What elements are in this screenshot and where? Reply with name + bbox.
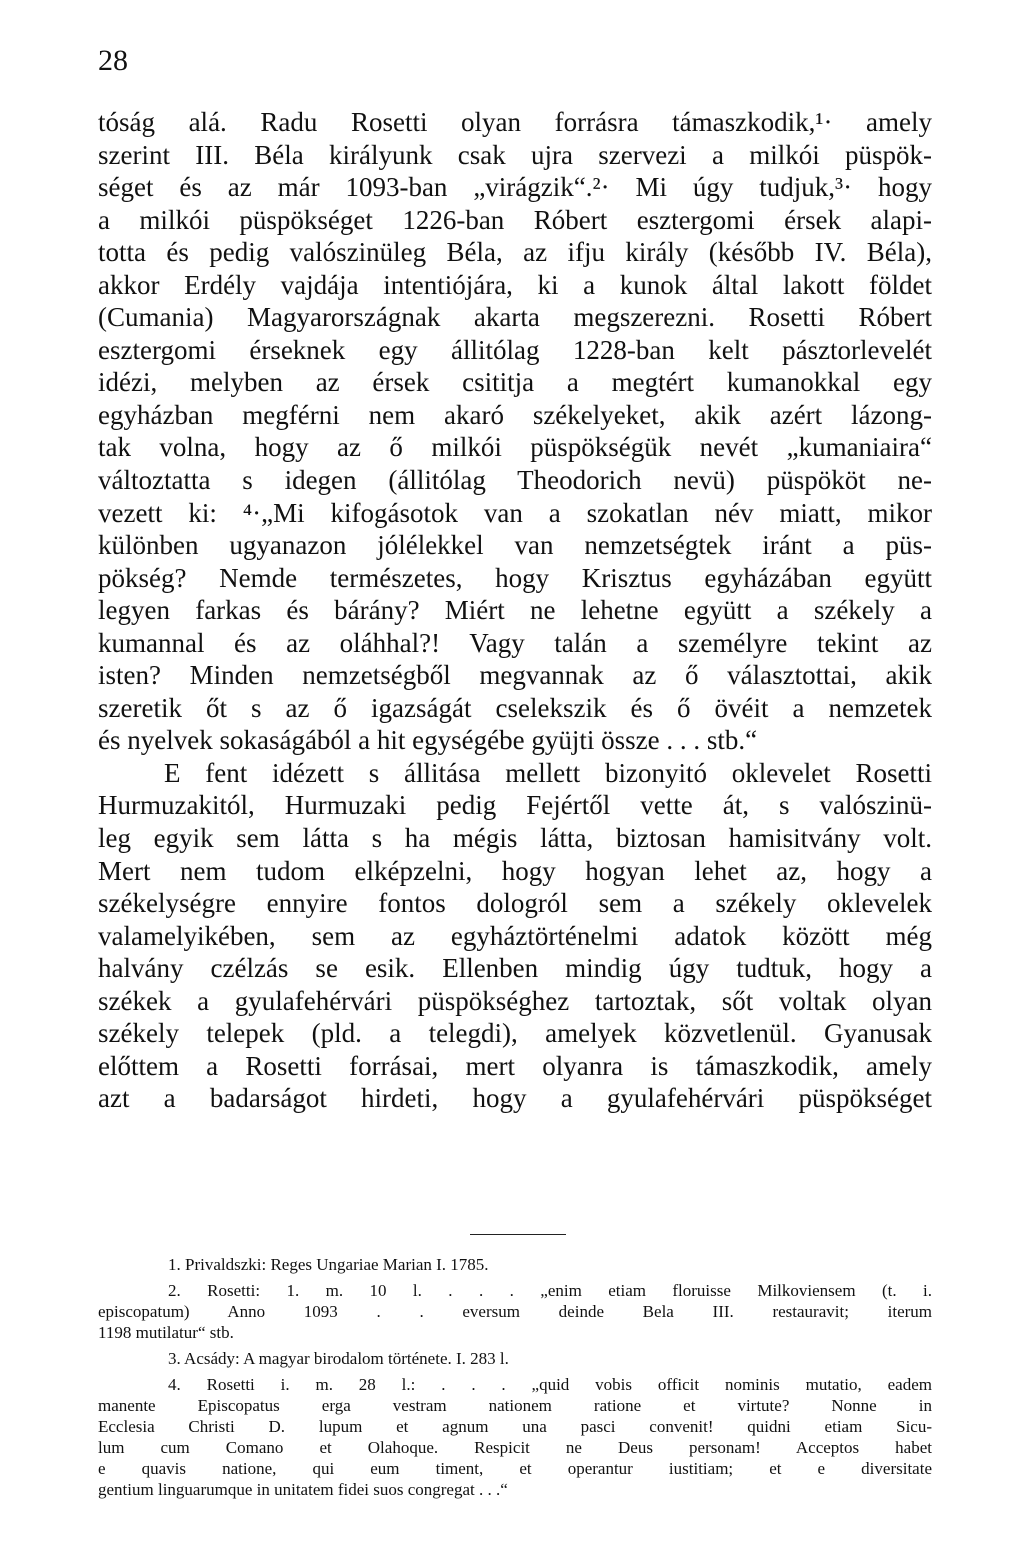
text-line: valamelyikében, sem az egyháztörténelmi adatok között még [98, 920, 932, 951]
text-line: változtatta s idegen (állitólag Theodorich nevü) püspököt ne- [98, 465, 932, 496]
text-line: székely telepek (pld. a telegdi), amelyek közvetlenül. Gyanusak [98, 1018, 932, 1049]
text-line: különben ugyanazon jólélekkel van nemzetségtek iránt a püs- [98, 530, 932, 561]
text-line: szerint III. Béla királyunk csak ujra szervezi a milkói püspök- [98, 139, 932, 170]
text-line: azt a badarságot hirdeti, hogy a gyulafehérvári püspökséget [98, 1083, 932, 1114]
footnote-3: 3. Acsády: A magyar birodalom története. I. 283 l. [168, 1349, 509, 1368]
text-line: székelységre ennyire fontos dologról sem a székely oklevelek [98, 888, 932, 919]
text-line: séget és az már 1093-ban „virágzik“.²· Mi úgy tudjuk,³· hogy [98, 172, 932, 203]
text-line: pökség? Nemde természetes, hogy Krisztus egyházában együtt [98, 562, 932, 593]
page-number: 28 [98, 44, 128, 77]
text-line: egyházban megférni nem akaró székelyeket, akik azért lázong- [98, 399, 932, 430]
footnote-line: lum cum Comano et Olahoque. Respicit ne Deus personam! Acceptos habet [98, 1438, 932, 1457]
text-line: tak volna, hogy az ő milkói püspökségük nevét „kumaniaira“ [98, 432, 932, 463]
body-text [98, 106, 932, 1115]
text-line: esztergomi érseknek egy állitólag 1228-ban kelt pásztorlevelét [98, 334, 932, 365]
text-line: a milkói püspökséget 1226-ban Róbert esztergomi érsek alapi- [98, 204, 932, 235]
footnote-4: 4. Rosetti i. m. 28 l.: . . . „quid vobis officit nominis mutatio, eadem [168, 1375, 932, 1394]
text-line: legyen farkas és bárány? Miért ne lehetne együtt a székely a [98, 595, 932, 626]
text-line: tóság alá. Radu Rosetti olyan forrásra támaszkodik,¹· amely [98, 107, 932, 137]
footnote-line: gentium linguarumque in unitatem fidei suos congregat . . .“ [98, 1480, 508, 1499]
text-line: szeretik őt s az ő igazságát cselekszik és ő övéit a nemzetek [98, 692, 932, 723]
text-line: Hurmuzakitól, Hurmuzaki pedig Fejértől vette át, s valószinü- [98, 790, 932, 821]
footnote-separator [470, 1234, 566, 1235]
text-line: Mert nem tudom elképzelni, hogy hogyan lehet az, hogy a [98, 855, 932, 886]
text-line: isten? Minden nemzetségből megvannak az ő választottai, akik [98, 660, 932, 691]
text-line: leg egyik sem látta s ha mégis látta, biztosan hamisitvány volt. [98, 823, 932, 854]
footnote-line: 1198 mutilatur“ stb. [98, 1323, 234, 1342]
text-line: akkor Erdély vajdája intentiójára, ki a kunok által lakott földet [98, 269, 932, 300]
text-line: előttem a Rosetti forrásai, mert olyanra is támaszkodik, amely [98, 1050, 932, 1081]
text-line: vezett ki: ⁴·„Mi kifogásotok van a szokatlan név miatt, mikor [98, 497, 932, 528]
footnote-2: 2. Rosetti: 1. m. 10 l. . . . „enim etiam floruisse Milkoviensem (t. i. [168, 1281, 932, 1300]
footnote-line: Ecclesia Christi D. lupum et agnum una pasci convenit! quidni etiam Sicu- [98, 1417, 932, 1436]
text-line: székek a gyulafehérvári püspökséghez tartoztak, sőt voltak olyan [98, 985, 932, 1016]
text-line: kumannal és az oláhhal?! Vagy talán a személyre tekint az [98, 627, 932, 658]
text-line: totta és pedig valószinüleg Béla, az ifju király (később IV. Béla), [98, 237, 932, 268]
footnote-line: manente Episcopatus erga vestram nationem ratione et virtute? Nonne in [98, 1396, 932, 1415]
text-line: és nyelvek sokaságából a hit egységébe gyüjti össze . . . stb.“ [98, 725, 758, 756]
paragraph-start-line: E fent idézett s állitása mellett bizonyitó oklevelet Rosetti [164, 757, 932, 788]
footnote-1: 1. Privaldszki: Reges Ungariae Marian I. 1785. [168, 1255, 489, 1274]
footnotes [98, 1254, 932, 1500]
footnote-line: episcopatum) Anno 1093 . . eversum deinde Bela III. restauravit; iterum [98, 1302, 932, 1321]
text-line: idézi, melyben az érsek csititja a megtért kumanokkal egy [98, 367, 932, 398]
text-line: halvány czélzás se esik. Ellenben mindig úgy tudtuk, hogy a [98, 953, 932, 984]
footnote-line: e quavis natione, qui eum timent, et operantur iustitiam; et e diversitate [98, 1459, 932, 1478]
text-line: (Cumania) Magyarországnak akarta megszerezni. Rosetti Róbert [98, 302, 932, 333]
